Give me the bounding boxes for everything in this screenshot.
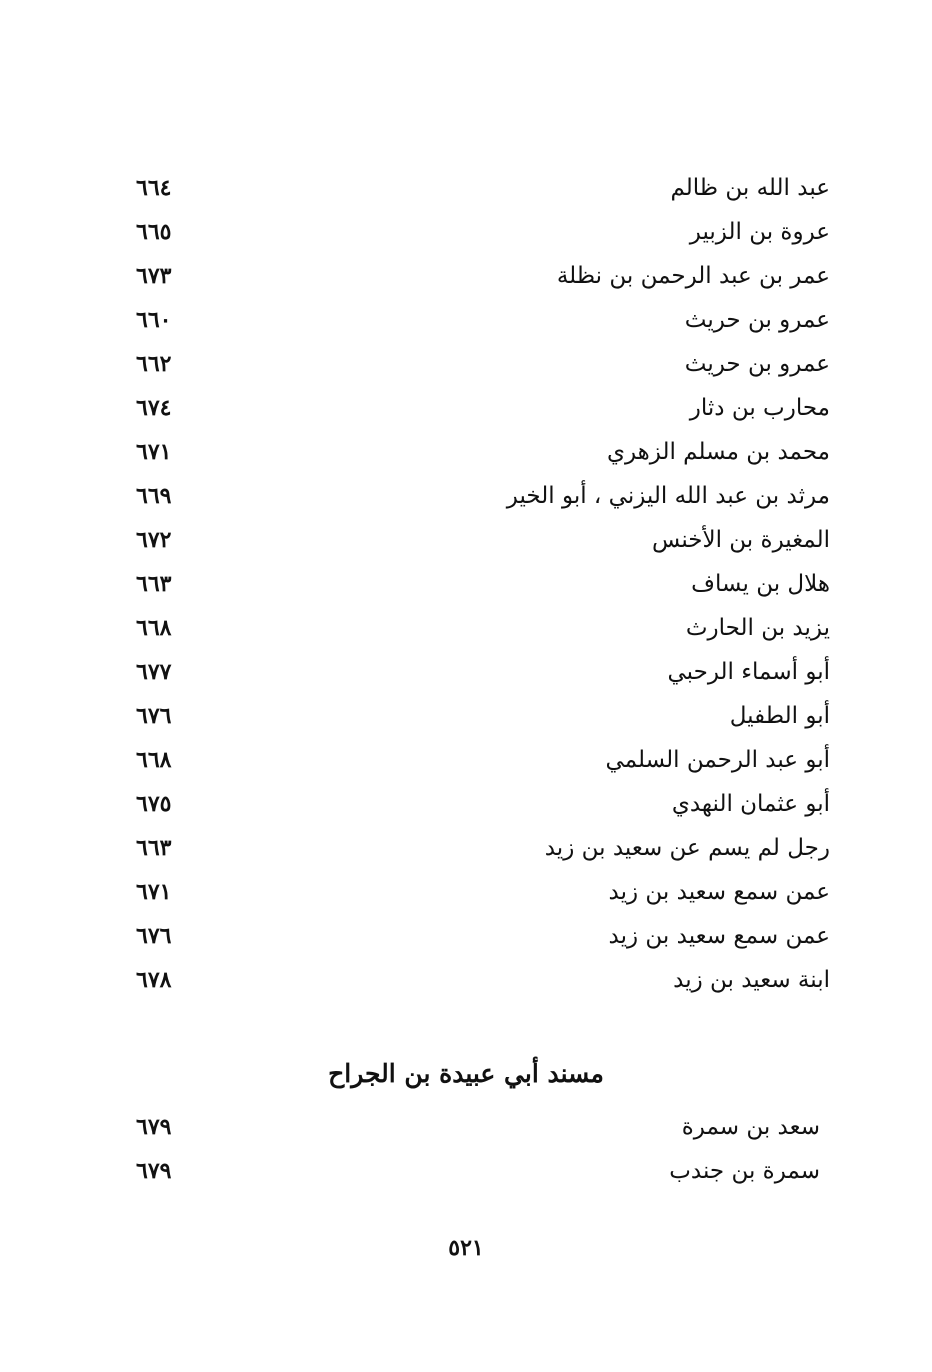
index-entry [130, 606, 830, 650]
index-list [130, 166, 830, 1002]
entry-name: أبو عثمان النهدي [671, 791, 830, 817]
entry-page-number: ٦٦٨ [136, 615, 172, 641]
entry-page-number: ٦٦٠ [136, 307, 172, 333]
entry-name: يزيد بن الحارث [685, 615, 830, 641]
entry-page-number: ٦٦٣ [136, 571, 172, 597]
entry-name: عبد الله بن ظالم [670, 175, 830, 201]
entry-page-number: ٦٧٩ [136, 1114, 172, 1140]
entry-page-number: ٦٧٤ [136, 395, 172, 421]
entry-name: عروة بن الزبير [689, 219, 830, 245]
index-entry [130, 430, 830, 474]
index-entry [130, 958, 830, 1002]
index-entry [130, 1105, 820, 1149]
entry-name: محارب بن دثار [689, 395, 830, 421]
entry-name: سعد بن سمرة [681, 1114, 820, 1140]
entry-page-number: ٦٧٥ [136, 791, 172, 817]
index-entry [130, 518, 830, 562]
index-entry [130, 914, 830, 958]
index-entry [130, 342, 830, 386]
entry-name: عمرو بن حريث [684, 351, 830, 377]
entry-name: محمد بن مسلم الزهري [606, 439, 830, 465]
index-entry [130, 474, 830, 518]
entry-page-number: ٦٦٢ [136, 351, 172, 377]
index-entry [130, 738, 830, 782]
entry-name: أبو عبد الرحمن السلمي [605, 747, 830, 773]
entry-page-number: ٦٧٧ [136, 659, 172, 685]
section-heading: مسند أبي عبيدة بن الجراح [328, 1059, 604, 1088]
entry-page-number: ٦٦٩ [136, 483, 172, 509]
entry-name: أبو الطفيل [729, 703, 830, 729]
index-entry [130, 870, 830, 914]
entry-name: عمر بن عبد الرحمن بن نظلة [556, 263, 830, 289]
entry-page-number: ٦٧٨ [136, 967, 172, 993]
entry-page-number: ٦٧٣ [136, 263, 172, 289]
entry-name: أبو أسماء الرحبي [667, 659, 830, 685]
index-entry [130, 782, 830, 826]
index-entry [130, 254, 830, 298]
entry-name: المغيرة بن الأخنس [652, 527, 830, 553]
entry-name: عمن سمع سعيد بن زيد [608, 879, 830, 905]
index-entry [130, 694, 830, 738]
index-entry [130, 650, 830, 694]
index-entry [130, 166, 830, 210]
index-entry [130, 826, 830, 870]
page-folio-number: ٥٢١ [448, 1235, 484, 1261]
entry-page-number: ٦٦٤ [136, 175, 172, 201]
entry-name: عمن سمع سعيد بن زيد [608, 923, 830, 949]
index-entry [130, 386, 830, 430]
entry-page-number: ٦٧١ [136, 439, 172, 465]
entry-page-number: ٦٧١ [136, 879, 172, 905]
index-entry [130, 210, 830, 254]
entry-name: مرثد بن عبد الله اليزني ، أبو الخير [506, 483, 830, 509]
entry-name: هلال بن يساف [691, 571, 830, 597]
entry-page-number: ٦٦٨ [136, 747, 172, 773]
entry-name: عمرو بن حريث [684, 307, 830, 333]
entry-page-number: ٦٦٥ [136, 219, 172, 245]
section-index-list [130, 1105, 820, 1193]
index-entry [130, 298, 830, 342]
entry-page-number: ٦٧٦ [136, 923, 172, 949]
index-entry [130, 562, 830, 606]
entry-page-number: ٦٦٣ [136, 835, 172, 861]
entry-name: ابنة سعيد بن زيد [673, 967, 830, 993]
entry-page-number: ٦٧٢ [136, 527, 172, 553]
entry-page-number: ٦٧٩ [136, 1158, 172, 1184]
entry-page-number: ٦٧٦ [136, 703, 172, 729]
index-entry [130, 1149, 820, 1193]
entry-name: رجل لم يسم عن سعيد بن زيد [544, 835, 830, 861]
entry-name: سمرة بن جندب [669, 1158, 820, 1184]
